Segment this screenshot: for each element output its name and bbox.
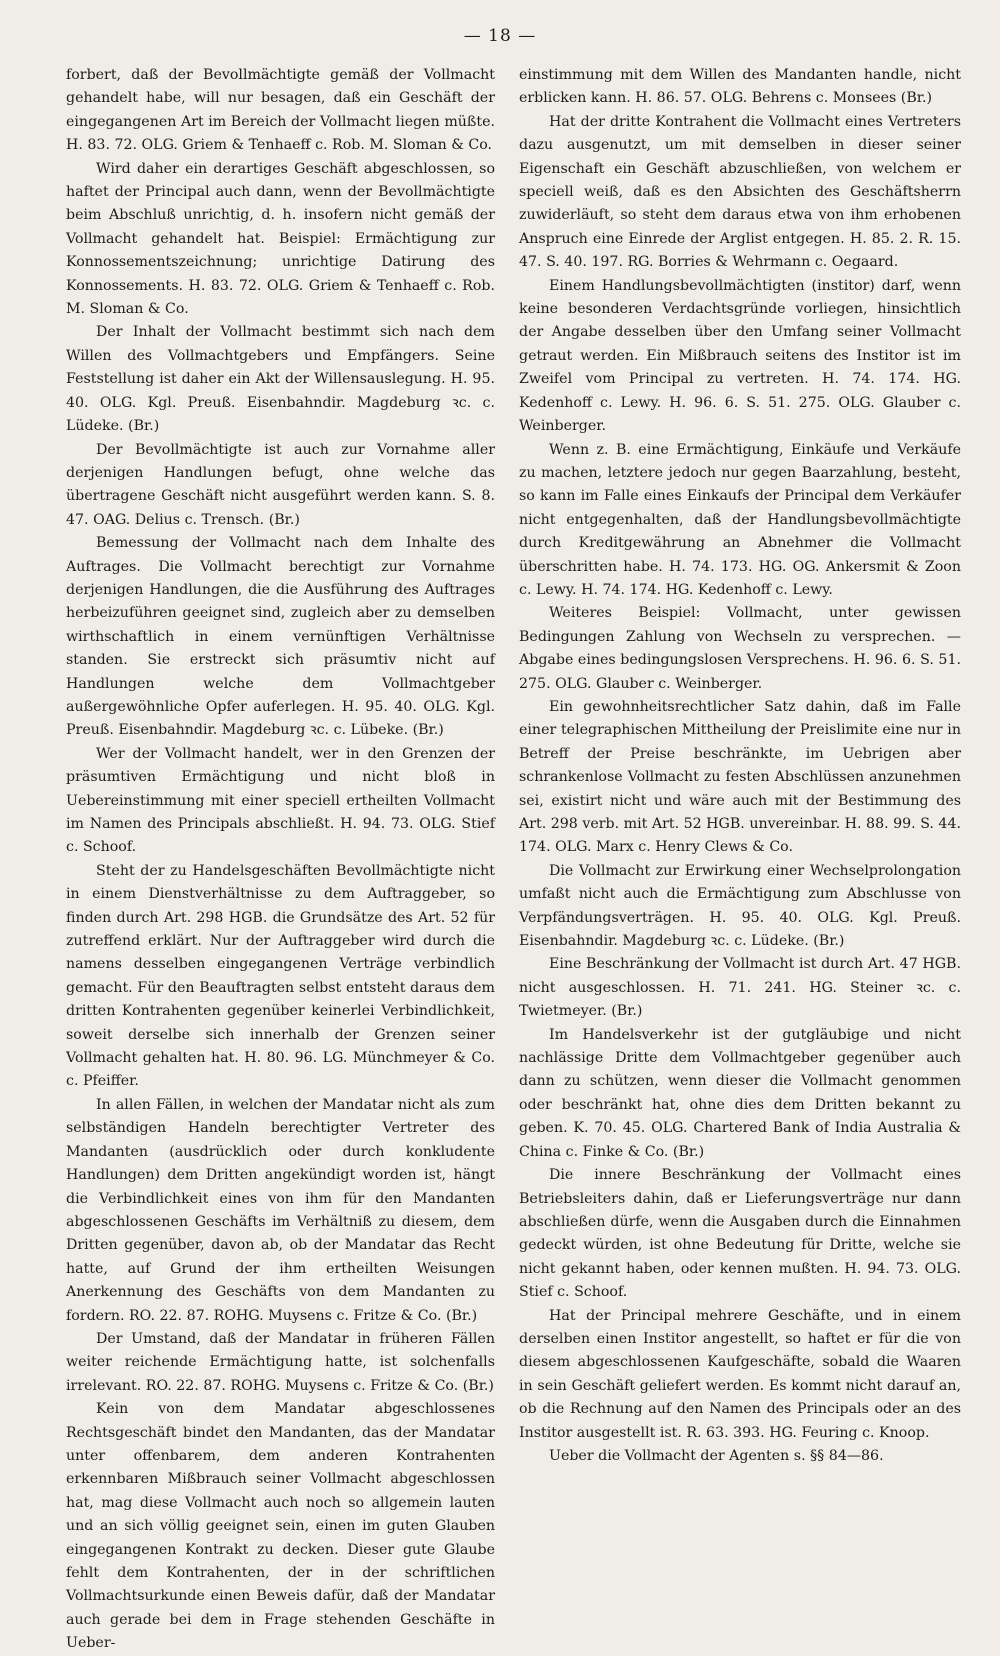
paragraph: Wer der Vollmacht handelt, wer in den Grenzen der präsumtiven Ermächtigung und nicht bloß in Uebereinstimmung mit einer speciell ertheilten Vollmacht im Namen des Principals abschließt. H. 94. 73. OLG. Stief c. Schoof. [66,745,495,856]
paragraph: Wenn z. B. eine Ermächtigung, Einkäufe und Verkäufe zu machen, letztere jedoch nur gegen Baarzahlung, besteht, so kann im Falle eines Einkaufs der Principal dem Verkäufer nicht entgegenhalten, daß der Handlungsbevollmächtigte durch Kreditgewährung an Abnehmer die Vollmacht überschritten habe. H. 74. 173. HG. OG. Ankersmit & Zoon c. Lewy. H. 74. 174. HG. Kedenhoff c. Lewy. [519,441,961,598]
paragraph: Hat der Principal mehrere Geschäfte, und in einem derselben einen Institor angestellt, so haftet er für die von diesem abgeschlossenen Kaufgeschäfte, sobald die Waaren in sein Geschäft geliefert werden. Es kommt nicht darauf an, ob die Rechnung auf den Namen des Principals oder an des Institor ausgestellt ist. R. 63. 393. HG. Feuring c. Knoop. [519,1307,961,1441]
paragraph: forbert, daß der Bevollmächtigte gemäß der Vollmacht gehandelt habe, will nur besagen, daß ein Geschäft der eingegangenen Art im Bereich der Vollmacht liegen müßte. H. 83. 72. OLG. Griem & Tenhaeff c. Rob. M. Sloman & Co. [66,67,495,154]
paragraph: Der Bevollmächtigte ist auch zur Vornahme aller derjenigen Handlungen befugt, ohne welche das übertragene Geschäft nicht ausgeführt werden kann. S. 8. 47. OAG. Delius c. Trensch. (Br.) [66,441,495,528]
paragraph: Steht der zu Handelsgeschäften Bevollmächtigte nicht in einem Dienstverhältnisse zu dem Auftraggeber, so finden durch Art. 298 HGB. die Grundsätze des Art. 52 für zutreffend erklärt. Nur der Auftraggeber wird durch die namens desselben eingegangenen Verträge verbindlich gemacht. Für den Beauftragten selbst entsteht daraus dem dritten Kontrahenten gegenüber keinerlei Verbindlichkeit, soweit derselbe sich innerhalb der Grenzen seiner Vollmacht gehalten hat. H. 80. 96. LG. Münchmeyer & Co. c. Pfeiffer. [66,862,495,1090]
paragraph: einstimmung mit dem Willen des Mandanten handle, nicht erblicken kann. H. 86. 57. OLG. Behrens c. Monsees (Br.) [519,67,961,107]
paragraph: Ueber die Vollmacht der Agenten s. §§ 84—86. [549,1447,884,1464]
paragraph: Einem Handlungsbevollmächtigten (institor) darf, wenn keine besonderen Verdachtsgründe vorliegen, hinsichtlich der Angabe desselben über den Umfang seiner Vollmacht getraut werden. Ein Mißbrauch seitens des Institor ist im Zweifel vom Principal zu vertreten. H. 74. 174. HG. Kedenhoff c. Lewy. H. 96. 6. S. 51. 275. OLG. Glauber c. Weinberger. [519,277,961,435]
paragraph: Weiteres Beispiel: Vollmacht, unter gewissen Bedingungen Zahlung von Wechseln zu versprechen. — Abgabe eines bedingungslosen Versprechens. H. 96. 6. S. 51. 275. OLG. Glauber c. Weinberger. [519,605,961,692]
paragraph: In allen Fällen, in welchen der Mandatar nicht als zum selbständigen Handeln berechtigter Vertreter des Mandanten (ausdrücklich oder durch konkludente Handlungen) dem Dritten angekündigt worden ist, hängt die Verbindlichkeit eines von ihm für den Mandanten abgeschlossenen Geschäfts im Verhältniß zu diesem, dem Dritten gegenüber, davon ab, ob der Mandatar das Recht hatte, auf Grund der ihm ertheilten Weisungen Anerkennung des Geschäfts von dem Mandanten zu fordern. RO. 22. 87. ROHG. Muysens c. Fritze & Co. (Br.) [66,1096,495,1324]
page-number: — 18 — [463,26,537,46]
paragraph: Die Vollmacht zur Erwirkung einer Wechselprolongation umfaßt nicht auch die Ermächtigung zum Abschlusse von Verpfändungsverträgen. H. 95. 40. OLG. Kgl. Preuß. Eisenbahndir. Magdeburg ꝛc. c. Lüdeke. (Br.) [519,862,961,950]
paragraph: Hat der dritte Kontrahent die Vollmacht eines Vertreters dazu ausgenutzt, um mit demselben in dieser seiner Eigenschaft ein Geschäft abzuschließen, von welchem er speciell weiß, daß es den Absichten des Geschäftsherrn zuwiderläuft, so steht dem daraus etwa von ihm erhobenen Anspruch eine Einrede der Arglist entgegen. H. 85. 2. R. 15. 47. S. 40. 197. RG. Borries & Wehrmann c. Oegaard. [519,113,961,271]
paragraph: Der Inhalt der Vollmacht bestimmt sich nach dem Willen des Vollmachtgebers und Empfängers. Seine Feststellung ist daher ein Akt der Willensauslegung. H. 95. 40. OLG. Kgl. Preuß. Eisenbahndir. Magdeburg ꝛc. c. Lüdeke. (Br.) [66,324,495,435]
paragraph: Ein gewohnheitsrechtlicher Satz dahin, daß im Falle einer telegraphischen Mittheilung der Preislimite eine nur in Betreff der Preise beschränkte, im Uebrigen aber schrankenlose Vollmacht zu festen Abschlüssen anzunehmen sei, existirt nicht und wäre auch mit der Bestimmung des Art. 298 verb. mit Art. 52 HGB. unvereinbar. H. 88. 99. S. 44. 174. OLG. Marx c. Henry Clews & Co. [519,698,961,856]
paragraph: Eine Beschränkung der Vollmacht ist durch Art. 47 HGB. nicht ausgeschlossen. H. 71. 241. HG. Steiner ꝛc. c. Twietmeyer. (Br.) [519,956,961,1020]
paragraph: Kein von dem Mandatar abgeschlossenes Rechtsgeschäft bindet den Mandanten, das der Mandatar unter offenbarem, dem anderen Kontrahenten erkennbaren Mißbrauch seiner Vollmacht abgeschlossen hat, mag diese Vollmacht auch noch so allgemein lauten und an sich völlig geeignet sein, einen im guten Glauben eingegangenen Kontrakt zu decken. Dieser gute Glaube fehlt dem Kontrahenten, der in der schriftlichen Vollmachtsurkunde einen Beweis dafür, daß der Mandatar auch gerade bei dem in Frage stehenden Geschäfte in Ueber- [66,1401,495,1652]
paragraph: Die innere Beschränkung der Vollmacht eines Betriebsleiters dahin, daß er Lieferungsverträge nur dann abschließen dürfe, wenn die Ausgaben durch die Einnahmen gedeckt würden, ist ohne Bedeutung für Dritte, welche sie nicht gekannt haben, oder kennen mußten. H. 94. 73. OLG. Stief c. Schoof. [519,1167,961,1301]
paragraph: Bemessung der Vollmacht nach dem Inhalte des Auftrages. Die Vollmacht berechtigt zur Vornahme derjenigen Handlungen, die die Ausführung des Auftrages herbeizuführen geeignet sind, zugleich aber zu demselben wirthschaftlich in einem vernünftigen Verhältnisse standen. Sie erstreckt sich präsumtiv nicht auf Handlungen welche dem Vollmachtgeber außergewöhnliche Opfer auferlegen. H. 95. 40. OLG. Kgl. Preuß. Eisenbahndir. Magdeburg ꝛc. c. Lübeke. (Br.) [66,535,495,739]
paragraph: Wird daher ein derartiges Geschäft abgeschlossen, so haftet der Principal auch dann, wenn der Bevollmächtigte beim Abschluß unrichtig, d. h. insofern nicht gemäß der Vollmacht gehandelt hat. Beispiel: Ermächtigung zur Konnossementszeichnung; unrichtige Datirung des Konnossements. H. 83. 72. OLG. Griem & Tenhaeff c. Rob. M. Sloman & Co. [66,160,495,318]
paragraph: Im Handelsverkehr ist der gutgläubige und nicht nachlässige Dritte dem Vollmachtgeber gegenüber auch dann zu schützen, wenn dieser die Vollmacht genommen oder beschränkt hat, ohne dies dem Dritten bekannt zu geben. K. 70. 45. OLG. Chartered Bank of India Australia & China c. Finke & Co. (Br.) [519,1026,961,1160]
right-column [519,64,961,1468]
paragraph: Der Umstand, daß der Mandatar in früheren Fällen weiter reichende Ermächtigung hatte, ist solchenfalls irrelevant. RO. 22. 87. ROHG. Muysens c. Fritze & Co. (Br.) [66,1330,495,1394]
left-column [66,64,495,1656]
